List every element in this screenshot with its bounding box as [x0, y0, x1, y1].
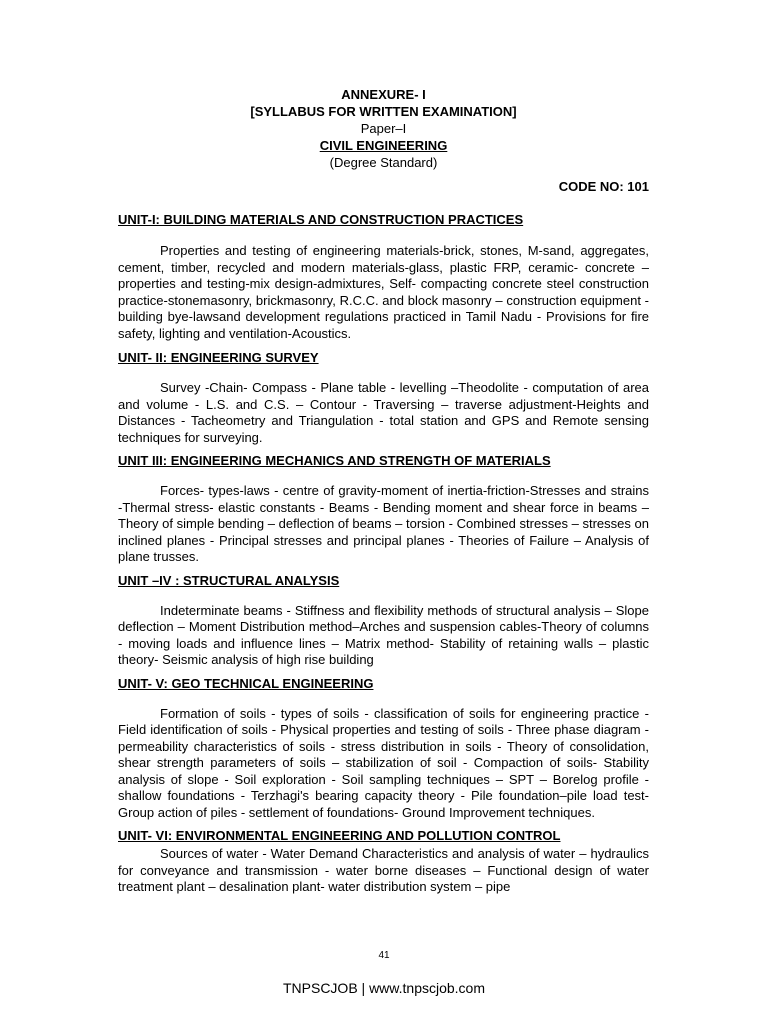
document-page [118, 86, 649, 896]
unit-text: Survey -Chain- Compass - Plane table - levelling –Theodolite - computation of area and volume - L.S. and C.S. – Contour - Traversing – traverse adjustment-Heights and Distances - Tacheometry and Triangulation - total station and GPS and Remote sensing techniques for surveying. [118, 380, 649, 445]
unit-section [118, 572, 649, 669]
unit-heading: UNIT –IV : STRUCTURAL ANALYSIS [118, 572, 340, 588]
unit-section [118, 349, 649, 446]
unit-text: Properties and testing of engineering materials-brick, stones, M-sand, aggregates, cement, timber, recycled and modern materials-glass, plastic FRP, ceramic- concrete – properties and testing-mix design-admixtures, Self- compacting concrete steel construction practice-stonemasonry, brickmasonry, R.C.C. and block masonry – construction equipment - building bye-lawsand development regulations practiced in Tamil Nadu - Provisions for fire safety, lighting and ventilation-Acoustics. [118, 243, 649, 341]
unit-heading: UNIT- II: ENGINEERING SURVEY [118, 350, 319, 365]
unit-section [118, 827, 649, 896]
paper-label: Paper–I [360, 121, 407, 136]
page-number: 41 [378, 950, 390, 961]
unit-text: Indeterminate beams - Stiffness and flexibility methods of structural analysis – Slope deflection – Moment Distribution method–Arches and suspension cables-Theory of columns - moving loads and influence lines – Matrix method- Stability of retaining walls – plastic theory- Seismic analysis of high rise building [118, 602, 649, 667]
unit-section [118, 211, 649, 342]
unit-text: Sources of water - Water Demand Characteristics and analysis of water – hydraulics for conveyance and transmission - water borne diseases – Functional design of water treatment plant – desalination plant- water distribution system – pipe [118, 846, 649, 894]
unit-section [118, 452, 649, 566]
degree-standard: (Degree Standard) [329, 155, 438, 170]
code-number: CODE NO: 101 [558, 179, 649, 194]
unit-text: Formation of soils - types of soils - classification of soils for engineering practice - Field identification of soils - Physical properties and testing of soils - Three phase diagram - permeability characteristics of soils - stress distribution in soils - Theory of consolidation, shear strength parameters of soils – stabilization of soil - Compaction of soils- Stability analysis of slope - Soil exploration - Soil sampling techniques – SPT – Borelog profile - shallow foundations - Terzhagi's bearing capacity theory - Pile foundation–pile load test- Group action of piles - settlement of foundations- Ground Improvement techniques. [118, 705, 649, 820]
subject-title: CIVIL ENGINEERING [319, 138, 448, 153]
footer-text: TNPSCJOB | www.tnpscjob.com [282, 980, 486, 996]
syllabus-title: [SYLLABUS FOR WRITTEN EXAMINATION] [250, 104, 517, 119]
unit-heading: UNIT- V: GEO TECHNICAL ENGINEERING [118, 675, 374, 691]
unit-heading: UNIT III: ENGINEERING MECHANICS AND STRENGTH OF MATERIALS [118, 453, 551, 468]
unit-text: Forces- types-laws - centre of gravity-moment of inertia-friction-Stresses and strains -Thermal stress- elastic constants - Beams - Bending moment and shear force in beams – Theory of simple bending – deflection of beams – torsion - Combined stresses – stresses on inclined planes - Principal stresses and principal planes - Theories of Failure – Analysis of plane trusses. [118, 483, 649, 564]
annexure-title: ANNEXURE- I [341, 87, 426, 102]
unit-heading: UNIT-I: BUILDING MATERIALS AND CONSTRUCTION PRACTICES [118, 212, 524, 227]
unit-section [118, 675, 649, 822]
unit-heading: UNIT- VI: ENVIRONMENTAL ENGINEERING AND POLLUTION CONTROL [118, 828, 561, 843]
